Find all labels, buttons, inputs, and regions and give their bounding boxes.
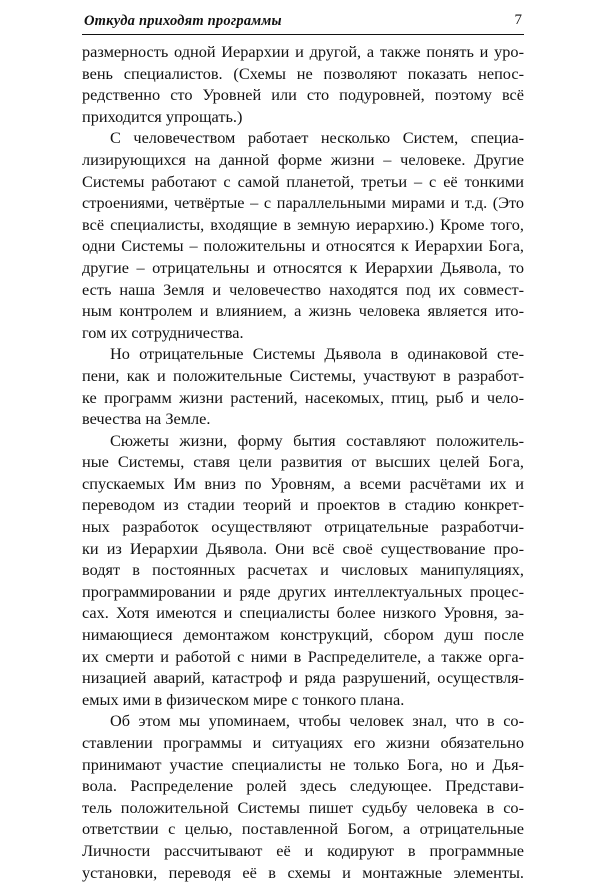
- text-line: установки, переводя её в схемы и монтажные элементы.: [82, 862, 524, 882]
- text-line: ки из Иерархии Дьявола. Они всё своё существование про-: [82, 538, 524, 558]
- text-line: вола. Распределение ролей здесь следующее. Представи-: [82, 776, 524, 796]
- text-line: всё специалисты, входящие в земную иерархию.) Кроме того,: [82, 214, 524, 234]
- paragraph: [82, 41, 524, 127]
- text-line: лизирующихся на данной форме жизни – человеке. Другие: [82, 149, 524, 169]
- text-line: принимают участие специалисты не только Бога, но и Дья-: [82, 754, 524, 774]
- text-line: Сюжеты жизни, форму бытия составляют положитель-: [110, 430, 524, 450]
- text-line: спускаемых Им вниз по Уровням, а всеми расчётами их и: [82, 473, 524, 493]
- text-line: редственно сто Уровней или сто подуровней, поэтому всё: [82, 85, 524, 105]
- running-title: Откуда приходят программы: [84, 13, 282, 29]
- text-line: их смерти и работой с ними в Распределителе, а также орга-: [82, 646, 524, 666]
- text-line: Личности рассчитывают её и кодируют в программные: [82, 840, 524, 860]
- text-line: нимающиеся демонтажом конструкций, сбором душ после: [82, 625, 524, 645]
- text-line: ных разработок осуществляют отрицательные разработчи-: [82, 517, 524, 537]
- body-text: [82, 41, 524, 883]
- text-line: Но отрицательные Системы Дьявола в одинаковой сте-: [110, 344, 524, 364]
- page-number: 7: [514, 12, 522, 28]
- text-line: есть наша Земля и человечество находятся под их совмест-: [82, 279, 524, 299]
- text-line: строениями, четвёртые – с параллельными мирами и т.д. (Это: [82, 193, 524, 213]
- text-line: Системы работают с самой планетой, третьи – с её тонкими: [82, 171, 524, 191]
- paragraph: [82, 710, 524, 883]
- text-line: гом их сотрудничества.: [82, 322, 244, 342]
- text-line: ответствии с целью, поставленной Богом, а отрицательные: [82, 819, 524, 839]
- text-line: вечества на Земле.: [82, 409, 211, 429]
- text-line: низацией аварий, катастроф и ряда разрушений, осуществля-: [82, 668, 524, 688]
- paragraph: [82, 127, 524, 343]
- text-line: размерность одной Иерархии и другой, а также понять и уро-: [82, 42, 524, 61]
- text-line: ке программ жизни растений, насекомых, птиц, рыб и чело-: [82, 387, 524, 407]
- running-head: [82, 10, 524, 35]
- text-line: вень специалистов. (Схемы не позволяют показать непос-: [82, 63, 524, 83]
- text-line: одни Системы – положительны и относятся к Иерархии Бога,: [82, 236, 524, 256]
- text-line: С человечеством работает несколько Систем, специа-: [110, 128, 524, 148]
- paragraph: [82, 343, 524, 429]
- text-line: сах. Хотя имеются и специалисты более низкого Уровня, за-: [82, 603, 524, 623]
- text-line: водят в постоянных расчетах и числовых манипуляциях,: [82, 560, 524, 580]
- text-line: ным контролем и влиянием, а жизнь человека является ито-: [82, 301, 524, 321]
- text-line: приходится упрощать.): [82, 106, 243, 126]
- text-line: ные Системы, ставя цели развития от высших целей Бога,: [82, 452, 524, 472]
- text-line: емых ими в физическом мире с тонкого плана.: [82, 689, 405, 709]
- text-line: переводом из стадии теорий и проектов в стадию конкрет-: [82, 495, 524, 515]
- text-line: тель положительной Системы пишет судьбу человека в со-: [82, 797, 524, 817]
- text-line: программировании и ряде других интеллектуальных процес-: [82, 581, 524, 601]
- text-line: пени, как и положительные Системы, участвуют в разработ-: [82, 365, 524, 385]
- text-line: Об этом мы упоминаем, чтобы человек знал, что в со-: [110, 711, 524, 731]
- text-line: ставлении программы и ситуациях его жизни обязательно: [82, 733, 524, 752]
- text-line: другие – отрицательны и относятся к Иерархии Дьявола, то: [82, 257, 524, 277]
- paragraph: [82, 430, 524, 711]
